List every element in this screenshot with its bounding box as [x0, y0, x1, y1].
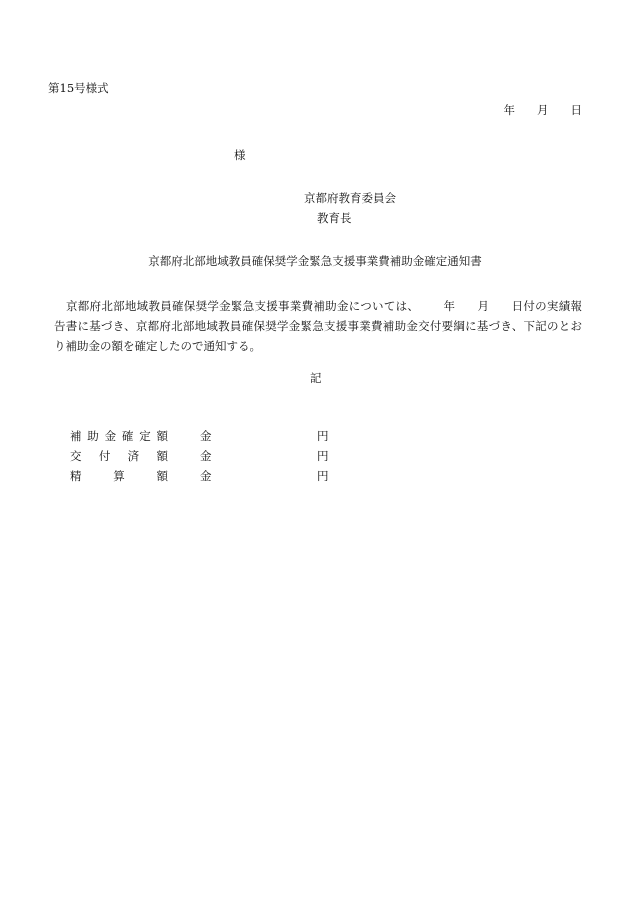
body-month: 月	[477, 299, 490, 313]
date-day: 日	[570, 103, 582, 117]
issuer-title: 教育長	[317, 211, 352, 225]
issuer-organization: 京都府教育委員会	[304, 191, 396, 205]
amount-row-settlement	[70, 468, 340, 488]
date-line	[504, 105, 583, 117]
amount-label: 補 助 金 確 定 額	[70, 429, 168, 443]
ki-heading: 記	[310, 371, 322, 385]
amount-row-delivered	[70, 448, 340, 468]
amount-kin: 金	[200, 469, 212, 483]
amount-label: 交 付 済 額	[70, 449, 168, 463]
amount-yen: 円	[317, 449, 329, 463]
amount-yen: 円	[317, 469, 329, 483]
amount-row-confirmed	[70, 428, 340, 448]
date-year: 年	[503, 103, 515, 117]
body-paragraph	[54, 296, 582, 356]
body-text-b: 日付の実績報告書に基づき、京都府北部地域教員確保奨学金緊急支援事業費補助金交付要綱に基づき、下記のとおり補助金の額を確定したので通知する。	[54, 299, 582, 353]
amount-yen: 円	[317, 429, 329, 443]
amount-label: 精 算 額	[70, 469, 168, 483]
amount-kin: 金	[200, 429, 212, 443]
form-number: 第15号様式	[48, 81, 109, 95]
body-text-a: 京都府北部地域教員確保奨学金緊急支援事業費補助金については、	[66, 299, 420, 313]
amount-kin: 金	[200, 449, 212, 463]
document-title: 京都府北部地域教員確保奨学金緊急支援事業費補助金確定通知書	[148, 254, 482, 268]
amount-list	[70, 428, 340, 488]
addressee-honorific: 様	[234, 148, 246, 162]
date-month: 月	[537, 103, 549, 117]
body-year: 年	[443, 299, 456, 313]
